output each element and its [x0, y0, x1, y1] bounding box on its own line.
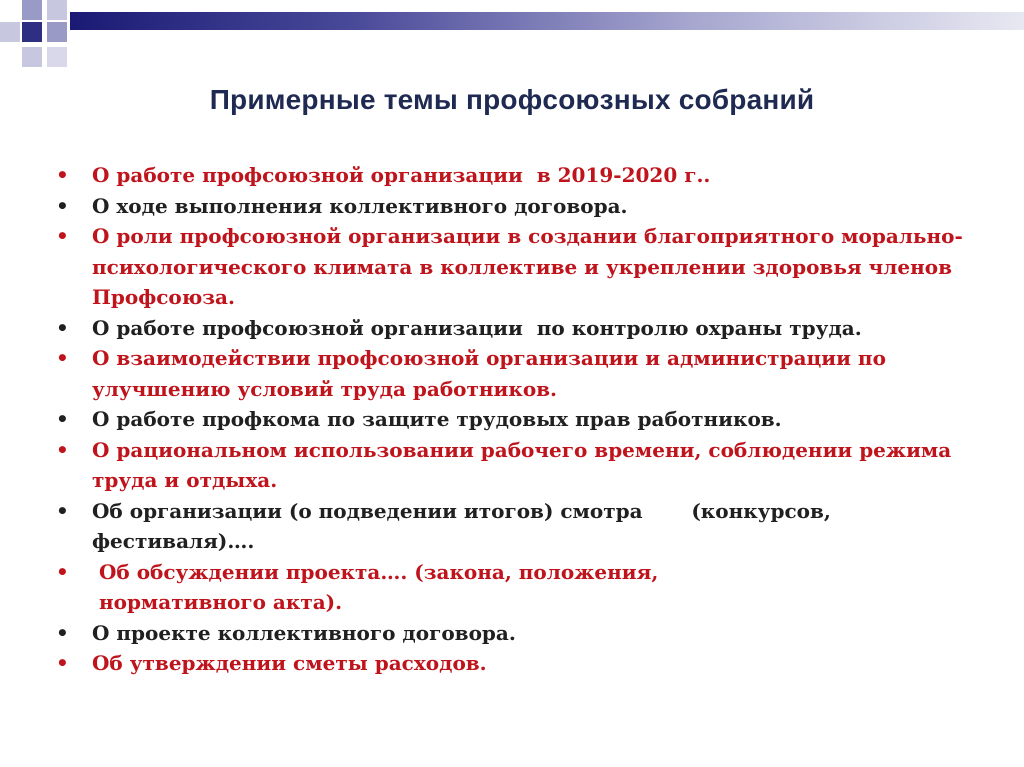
bullet-icon: •	[56, 498, 69, 523]
list-item-text: О работе профсоюзной организации в 2019-2020 г..	[92, 163, 711, 187]
bullet-icon: •	[56, 437, 69, 462]
bullet-icon: •	[56, 407, 69, 431]
list-item-text: О ходе выполнения коллективного договора.	[92, 193, 628, 218]
list-item	[56, 343, 996, 404]
list-item	[56, 313, 996, 344]
decor-square	[0, 22, 20, 42]
bullet-icon: •	[56, 193, 69, 218]
decor-square	[47, 22, 67, 42]
bullet-icon: •	[56, 559, 69, 584]
list-item-text: О рациональном использовании рабочего времени, соблюдении режима труда и отдыха.	[92, 437, 959, 492]
list-item	[56, 404, 996, 435]
decor-square	[22, 47, 42, 67]
topics-list	[56, 160, 996, 679]
decor-square	[22, 22, 42, 42]
bullet-icon: •	[56, 620, 69, 645]
list-item-text: Об организации (о подведении итогов) смотра (конкурсов, фестиваля)….	[92, 498, 838, 553]
bullet-icon: •	[56, 163, 69, 187]
list-item-text: О роли профсоюзной организации в создании благоприятного морально-психологического климата в коллективе и укреплении здоровья членов Профсоюза.	[92, 224, 963, 309]
list-item	[56, 435, 996, 496]
header-gradient-bar	[70, 12, 1024, 30]
list-item	[56, 496, 996, 557]
list-item-text: Об утверждении сметы расходов.	[92, 651, 487, 675]
list-item-text: О работе профкома по защите трудовых прав работников.	[92, 407, 782, 431]
list-item	[56, 221, 996, 313]
list-item	[56, 191, 996, 222]
bullet-icon: •	[56, 315, 69, 340]
bullet-icon: •	[56, 224, 69, 248]
slide-title: Примерные темы профсоюзных собраний	[209, 84, 815, 115]
list-item-text: О проекте коллективного договора.	[92, 620, 516, 645]
list-item	[56, 557, 996, 618]
list-item-text: О работе профсоюзной организации по контролю охраны труда.	[92, 315, 862, 340]
decor-square	[47, 47, 67, 67]
bullet-icon: •	[56, 346, 69, 370]
list-item-text: Об обсуждении проекта…. (закона, положения, нормативного акта).	[98, 559, 659, 614]
list-item-text: О взаимодействии профсоюзной организации и администрации по улучшению условий труда работников.	[92, 346, 893, 401]
list-item	[56, 648, 996, 679]
decor-square	[47, 0, 67, 20]
list-item	[56, 160, 996, 191]
bullet-icon: •	[56, 651, 69, 675]
decor-square	[22, 0, 42, 20]
list-item	[56, 618, 996, 649]
